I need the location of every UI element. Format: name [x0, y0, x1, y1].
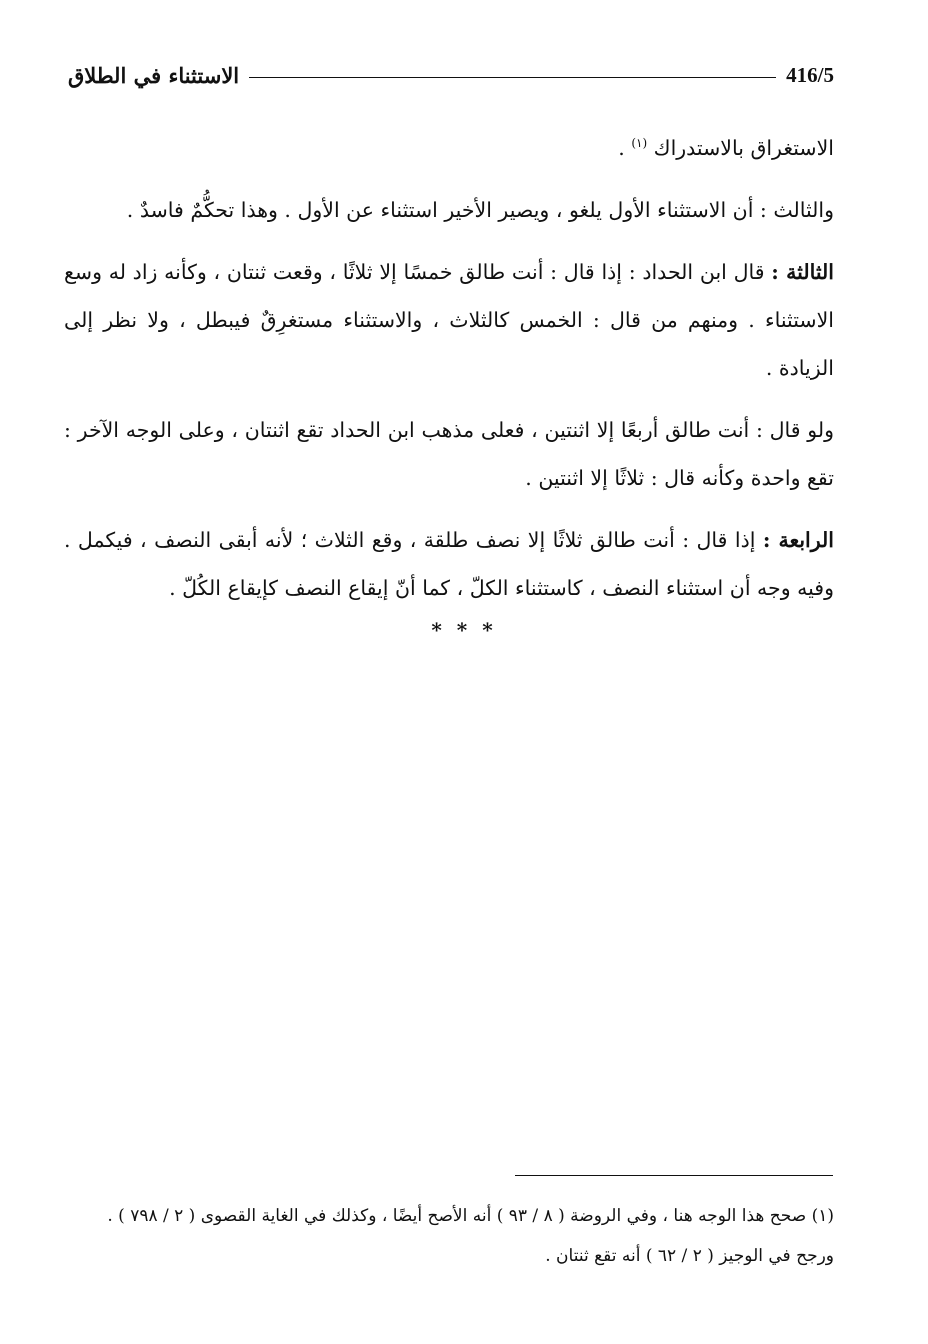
- footnote-line-2: ورجح في الوجيز ( ٢ / ٦٢ ) أنه تقع ثنتان .: [545, 1246, 834, 1266]
- footnotes: [64, 1196, 834, 1276]
- paragraph-2: [64, 186, 834, 234]
- section-separator: * * *: [431, 618, 497, 642]
- paragraph-2-text: والثالث : أن الاستثناء الأول يلغو ، ويصير الأخير استثناء عن الأول . وهذا تحكُّمٌ فاسدٌ .: [126, 198, 834, 222]
- paragraph-5-text: إذا قال : أنت طالق ثلاثًا إلا نصف طلقة ، وقع الثلاث ؛ لأنه أبقى النصف ، فيكمل . وفيه وجه أن استثناء النصف ، كاستثناء الكلّ ، كما أنّ إيقاع النصف كإيقاع الكُلّ .: [64, 528, 834, 600]
- paragraph-5: [64, 516, 834, 612]
- section-lead-third: الثالثة :: [771, 260, 834, 284]
- section-lead-fourth: الرابعة :: [762, 528, 834, 552]
- header-title: الاستثناء في الطلاق: [68, 62, 240, 88]
- paragraph-1: [64, 124, 834, 172]
- footnote-rule: [515, 1175, 833, 1176]
- paragraph-4-text: ولو قال : أنت طالق أربعًا إلا اثنتين ، فعلى مذهب ابن الحداد تقع اثنتان ، وعلى الوجه الآخر : تقع واحدة وكأنه قال : ثلاثًا إلا اثنتين .: [64, 418, 834, 490]
- page-number: 416/5: [786, 62, 834, 87]
- paragraph-4: [64, 406, 834, 502]
- paragraph-1-text: الاستغراق بالاستدراك: [653, 136, 834, 160]
- footnote-line-1: (١) صحح هذا الوجه هنا ، وفي الروضة ( ٨ / ٩٣ ) أنه الأصح أيضًا ، وكذلك في الغاية القصوى ( ٢ / ٧٩٨ ) .: [107, 1206, 834, 1226]
- body-text: [64, 124, 834, 626]
- running-header: [68, 60, 834, 90]
- paragraph-3: [64, 248, 834, 392]
- paragraph-3-text: قال ابن الحداد : إذا قال : أنت طالق خمسًا إلا ثلاثًا ، وقعت ثنتان ، وكأنه زاد له وسع الاستثناء . ومنهم من قال : الخمس كالثلاث ، والاستثناء مستغرِقٌ فيبطل ، ولا نظر إلى الزيادة .: [64, 260, 834, 380]
- footnote-reference: (١): [631, 136, 648, 151]
- header-rule: [249, 77, 776, 78]
- paragraph-1-tail: .: [618, 136, 632, 160]
